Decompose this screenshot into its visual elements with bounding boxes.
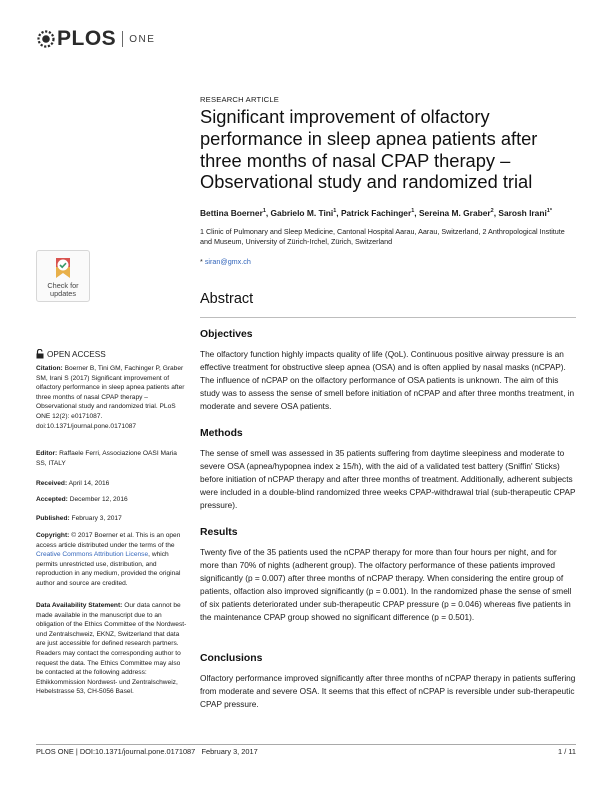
check-for-updates-badge[interactable]: [36, 250, 90, 302]
author-affil: 2: [490, 208, 494, 215]
accepted-block: [36, 495, 188, 505]
published-block: [36, 514, 188, 524]
abstract-divider: [200, 317, 576, 318]
section-heading: Results: [200, 527, 238, 538]
data-availability-block: [36, 601, 188, 697]
citation-label: Citation:: [36, 365, 63, 372]
author-name: Patrick Fachinger: [340, 208, 412, 218]
copyright-block: [36, 531, 188, 589]
logo-name: PLOS: [57, 27, 117, 50]
footer-divider: [36, 744, 576, 745]
article-type: RESEARCH ARTICLE: [200, 95, 280, 104]
crossmark-line1: Check for: [47, 281, 79, 290]
author-name: Bettina Boerner: [200, 208, 263, 218]
published-label: Published:: [36, 515, 70, 522]
author-affil: 1: [333, 208, 337, 215]
editor-text: Raffaele Ferri, Associazione OASI Maria SS, ITALY: [36, 450, 177, 467]
abstract-heading: Abstract: [200, 291, 254, 307]
published-text: February 3, 2017: [71, 515, 122, 522]
affiliations: 1 Clinic of Pulmonary and Sleep Medicine, Cantonal Hospital Aarau, Aarau, Switzerland, 2 Anthropological Institute and Museum, University of Zürich-Irchel, Zürich, Switzerland: [200, 227, 565, 247]
author-affil: 1: [411, 208, 415, 215]
crossmark-icon: [50, 256, 76, 282]
copyright-pre: © 2017 Boerner et al. This is an open access article distributed under the terms of the: [36, 532, 181, 549]
accepted-label: Accepted:: [36, 496, 68, 503]
article-title: Significant improvement of olfactory performance in sleep apnea patients after three months of nasal CPAP therapy – Observational study and randomized trial: [200, 106, 538, 193]
logo-journal: ONE: [129, 33, 156, 45]
author-affil: 1*: [546, 208, 552, 215]
author-list: Bettina Boerner$^1$, Gabrielo M. Tini$^1$, Patrick Fachinger$^1$, Sereina M. Graber$^2$, Sarosh Irani$^{1*}$: [200, 208, 552, 218]
section-text: The olfactory function highly impacts quality of life (QoL). Continuous positive airway pressure is an effective treatment for obstructive sleep apnea (OSA) and is often applied by nasal masks (nCPAP). The influence of nCPAP on the olfactory performance of OSA patients is unknown. The aim of this study was to assess the sense of smell before initiation of nCPAP and after three months treatment, in moderate and severe OSA patients.: [200, 349, 575, 412]
author-name: Sarosh Irani: [498, 208, 547, 218]
email-star: *: [200, 257, 203, 266]
section-heading: Conclusions: [200, 653, 263, 664]
section-heading: Objectives: [200, 329, 253, 340]
author-name: Gabrielo M. Tini: [270, 208, 334, 218]
citation-block: [36, 364, 188, 431]
author-affil: 1: [262, 208, 266, 215]
journal-logo: [36, 27, 155, 51]
open-access-text: OPEN ACCESS: [47, 349, 106, 359]
open-lock-icon: [36, 349, 44, 359]
section-text: The sense of smell was assessed in 35 patients suffering from daytime sleepiness and moderate to severe OSA (apnea/hypopnea index ≥ 15/h), with the aid of a validated test battery (Sniffin' Sticks) before initiation of nCPAP therapy and after three months of treatment. Additionally, adherent subjects were included in a double-blind randomized three weeks CPAP-withdrawal trial (sub-therapeutic CPAP pressure).: [200, 448, 576, 511]
page-number: 1 / 11: [558, 747, 576, 756]
accepted-text: December 12, 2016: [69, 496, 128, 503]
corresponding-email: [200, 257, 251, 266]
footer-citation: PLOS ONE | DOI:10.1371/journal.pone.0171087 February 3, 2017: [36, 747, 258, 756]
received-block: [36, 479, 188, 489]
received-label: Received:: [36, 480, 68, 487]
plos-logo-icon: [36, 29, 56, 49]
section-text: Twenty five of the 35 patients used the nCPAP therapy for more than four hours per night, and for more than 70% of nights (adherent group). The olfactory performance of these patients improved significantly (p = 0.007) after three months of nCPAP therapy. When considering the entire group of patients, olfaction also improved significantly (p = 0.001). In the randomized phase the sense of smell of six patients deteriorated under sub-therapeutic CPAP pressure (p = 0.046) whereas five patients in the maintenance CPAP group showed no significant difference (p = 0.501).: [200, 547, 572, 623]
editor-block: [36, 449, 188, 468]
data-text: Our data cannot be made available in the manuscript due to an obligation of the Ethics Committee of the Nordwest- und Zentralschweiz, EKNZ, Switzerland that data are just accessible for defined research partners. Readers may contact the corresponding author to request the data. The Ethics Committee may also be contacted at the following address: Ethikkommission Nordwest- und Zentralschweiz, Hebelstrasse 53, CH-5056 Basel.: [36, 602, 187, 696]
open-access-label: [36, 349, 106, 359]
email-link[interactable]: siran@gmx.ch: [204, 257, 251, 266]
license-link[interactable]: Creative Commons Attribution License: [36, 551, 149, 559]
editor-label: Editor:: [36, 450, 58, 457]
crossmark-line2: updates: [50, 289, 76, 298]
data-label: Data Availability Statement:: [36, 602, 123, 609]
section-heading: Methods: [200, 428, 243, 439]
author-name: Sereina M. Graber: [418, 208, 491, 218]
copyright-post: , which permits unrestricted use, distribution, and reproduction in any medium, provided the original author and source are credited.: [36, 551, 181, 587]
received-text: April 14, 2016: [68, 480, 110, 487]
logo-divider: [122, 31, 123, 47]
section-text: Olfactory performance improved significantly after three months of nCPAP therapy in patients suffering from moderate and severe OSA. It seems that this effect of nCPAP is reversible under sub-therapeutic CPAP pressure.: [200, 673, 576, 710]
copyright-label: Copyright:: [36, 532, 70, 539]
citation-text: Boerner B, Tini GM, Fachinger P, Graber SM, Irani S (2017) Significant improvement of olfactory performance in sleep apnea patients after three months of nasal CPAP therapy – Observational study and randomized trial. PLoS ONE 12(2): e0171087. doi:10.1371/journal.pone.0171087: [36, 365, 185, 430]
